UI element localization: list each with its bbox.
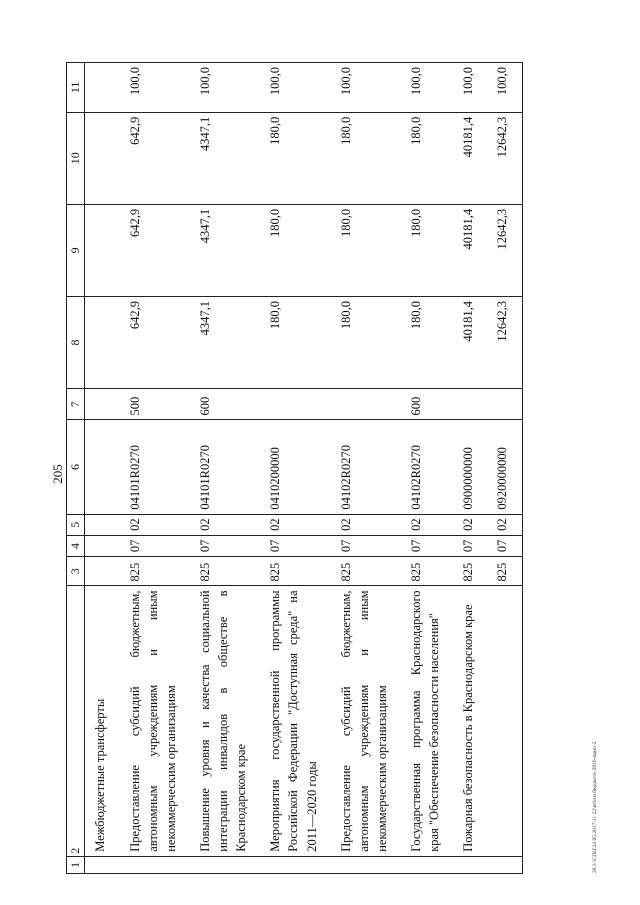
table-row xyxy=(453,63,487,874)
cell-c7 xyxy=(487,389,522,420)
cell-c5: 02 xyxy=(487,514,522,535)
cell-c5 xyxy=(85,514,120,535)
column-header: 5 xyxy=(67,514,85,535)
cell-c5: 02 xyxy=(331,514,401,535)
cell-c11: 100,0 xyxy=(260,63,330,113)
cell-c8: 40181,4 xyxy=(453,296,487,388)
cell-c3: 825 xyxy=(260,557,330,586)
cell-c4: 07 xyxy=(260,535,330,556)
column-header: 2 xyxy=(67,586,85,856)
cell-c7: 600 xyxy=(401,389,453,420)
cell-c4: 07 xyxy=(331,535,401,556)
cell-c9: 40181,4 xyxy=(453,204,487,296)
table-row xyxy=(331,63,401,874)
cell-c10: 180,0 xyxy=(260,112,330,204)
cell-c11 xyxy=(85,63,120,113)
cell-c11: 100,0 xyxy=(120,63,190,113)
column-header: 9 xyxy=(67,204,85,296)
cell-c3: 825 xyxy=(190,557,260,586)
table-row xyxy=(120,63,190,874)
cell-c8 xyxy=(85,296,120,388)
cell-c6: 04102R0270 xyxy=(401,420,453,514)
cell-c3 xyxy=(85,557,120,586)
column-header: 3 xyxy=(67,557,85,586)
row-name: Государственная программа Краснодарского края "Обеспечение безопасности населения" xyxy=(401,586,453,856)
cell-c9: 642,9 xyxy=(120,204,190,296)
cell-c9: 4347,1 xyxy=(190,204,260,296)
cell-c3: 825 xyxy=(487,557,522,586)
cell-c9 xyxy=(85,204,120,296)
budget-table xyxy=(66,62,523,874)
cell-c3: 825 xyxy=(120,557,190,586)
cell-c4: 07 xyxy=(487,535,522,556)
table-row xyxy=(260,63,330,874)
row-name: Повышение уровня и качества социальной интеграции инвалидов в обществе в Краснодарском крае xyxy=(190,586,260,856)
cell-c11: 100,0 xyxy=(401,63,453,113)
column-header: 8 xyxy=(67,296,85,388)
cell-c4: 07 xyxy=(401,535,453,556)
cell-c8: 642,9 xyxy=(120,296,190,388)
cell-c10: 40181,4 xyxy=(453,112,487,204)
cell-c5: 02 xyxy=(260,514,330,535)
column-header: 10 xyxy=(67,112,85,204)
cell-c7 xyxy=(260,389,330,420)
row-name xyxy=(487,586,522,856)
cell-c6: 0920000000 xyxy=(487,420,522,514)
cell-c7: 500 xyxy=(120,389,190,420)
cell-c10: 12642,3 xyxy=(487,112,522,204)
cell-c5: 02 xyxy=(453,514,487,535)
cell-c7 xyxy=(331,389,401,420)
column-header: 6 xyxy=(67,420,85,514)
cell-c11: 100,0 xyxy=(190,63,260,113)
cell-c10: 642,9 xyxy=(120,112,190,204)
cell-c6: 0900000000 xyxy=(453,420,487,514)
cell-c8: 4347,1 xyxy=(190,296,260,388)
cell-c9: 180,0 xyxy=(260,204,330,296)
cell-c9: 180,0 xyxy=(331,204,401,296)
cell-c7 xyxy=(85,389,120,420)
table-row xyxy=(85,63,120,874)
cell-c3: 825 xyxy=(453,557,487,586)
budget-table-rotated xyxy=(66,62,566,874)
cell-c5: 02 xyxy=(401,514,453,535)
row-name: Мероприятия государственной программы Российской Федерации "Доступная среда" на 2011—2020 годы xyxy=(260,586,330,856)
cell-c11: 100,0 xyxy=(453,63,487,113)
cell-c4: 07 xyxy=(190,535,260,556)
table-row xyxy=(190,63,260,874)
cell-c9: 180,0 xyxy=(401,204,453,296)
column-header: 1 xyxy=(67,856,85,873)
cell-c8: 180,0 xyxy=(260,296,330,388)
column-header: 11 xyxy=(67,63,85,113)
cell-c6: 04102R0270 xyxy=(331,420,401,514)
cell-c11: 100,0 xyxy=(487,63,522,113)
cell-c8: 12642,3 xyxy=(487,296,522,388)
page-number: 205 xyxy=(50,464,65,484)
cell-c10: 180,0 xyxy=(331,112,401,204)
cell-c6 xyxy=(85,420,120,514)
cell-c10: 180,0 xyxy=(401,112,453,204)
cell-c4: 07 xyxy=(453,535,487,556)
column-header: 7 xyxy=(67,389,85,420)
cell-c5: 02 xyxy=(120,514,190,535)
cell-c6: 04101R0270 xyxy=(120,420,190,514)
cell-c8: 180,0 xyxy=(331,296,401,388)
row-name: Предоставление субсидий бюджетным, автономным учреждениям и иным некоммерческим организациям xyxy=(120,586,190,856)
table-row xyxy=(401,63,453,874)
row-name: Межбюджетные трансферты xyxy=(85,586,120,856)
cell-c7: 600 xyxy=(190,389,260,420)
cell-c10 xyxy=(85,112,120,204)
cell-c3: 825 xyxy=(401,557,453,586)
table-header-row xyxy=(67,63,85,874)
cell-c3: 825 xyxy=(331,557,401,586)
cell-c10: 4347,1 xyxy=(190,112,260,204)
cell-c6: 04101R0270 xyxy=(190,420,260,514)
table-row xyxy=(487,63,522,874)
row-name: Предоставление субсидий бюджетным, автономным учреждениям и иным некоммерческим организациям xyxy=(331,586,401,856)
cell-c11: 100,0 xyxy=(331,63,401,113)
cell-c4 xyxy=(85,535,120,556)
column-header: 4 xyxy=(67,535,85,556)
footer-note: 20.3.\СПЦ\24 05.2017\11 22\итоги бюджета-2016-прил-2 xyxy=(592,741,598,873)
cell-c8: 180,0 xyxy=(401,296,453,388)
cell-c6: 0410200000 xyxy=(260,420,330,514)
cell-c5: 02 xyxy=(190,514,260,535)
cell-c7 xyxy=(453,389,487,420)
cell-c9: 12642,3 xyxy=(487,204,522,296)
row-name: Пожарная безопасность в Краснодарском крае xyxy=(453,586,487,856)
cell-c4: 07 xyxy=(120,535,190,556)
